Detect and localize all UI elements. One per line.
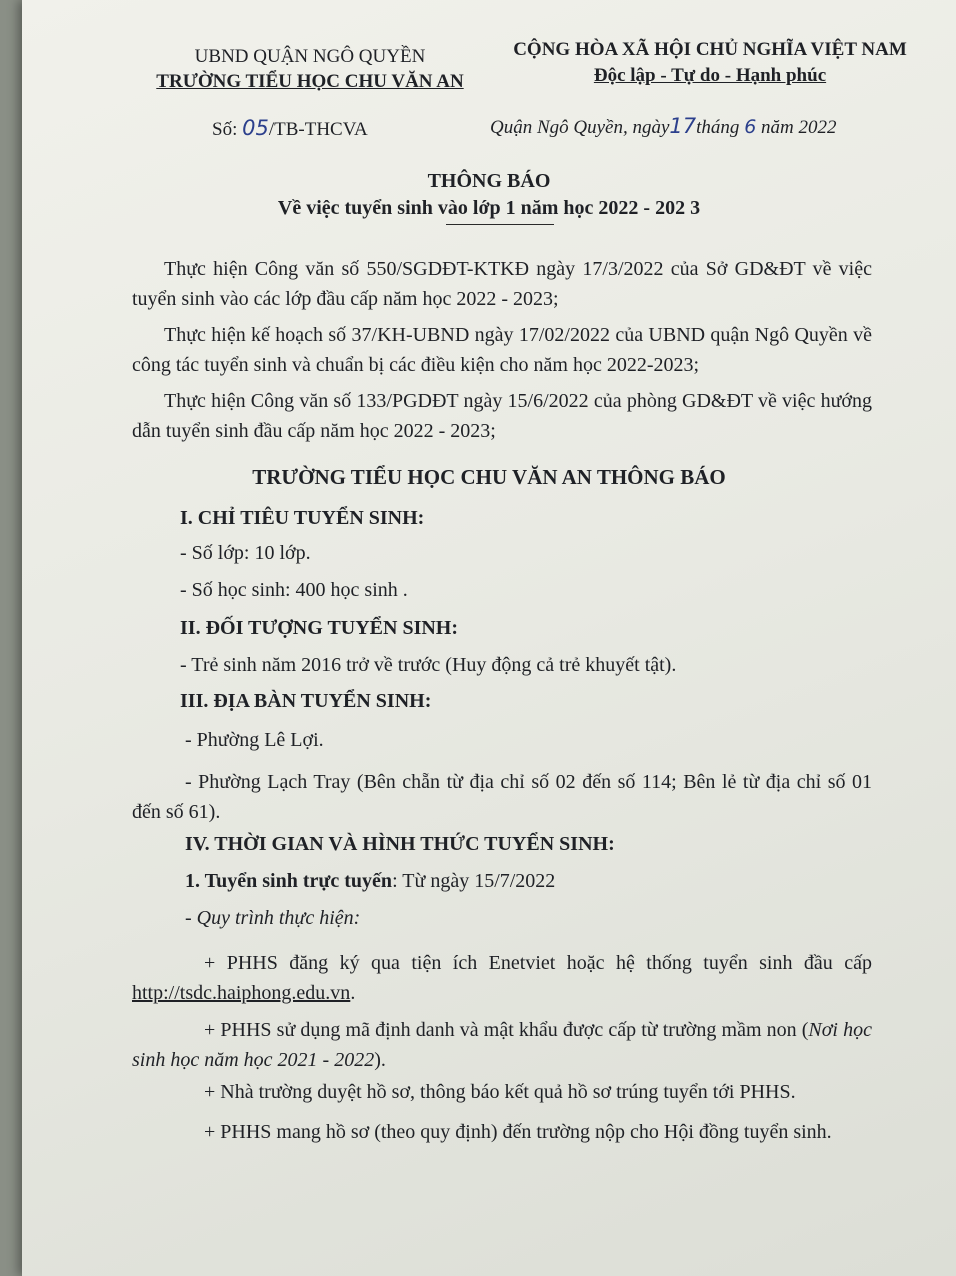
intro-paragraph-3: Thực hiện Công văn số 133/PGDĐT ngày 15/6/2022 của phòng GD&ĐT về việc hướng dẫn tuyển sinh đầu cấp năm học 2022 - 2023; xyxy=(132,390,872,442)
sub-1-text: : Từ ngày 15/7/2022 xyxy=(392,870,556,892)
section-2-item-1: - Trẻ sinh năm 2016 trở về trước (Huy động cả trẻ khuyết tật). xyxy=(180,654,677,676)
number-handwritten: 05 xyxy=(242,116,269,140)
step-2-text: + PHHS sử dụng mã định danh và mật khẩu được cấp từ trường mầm non ( xyxy=(204,1019,809,1041)
document-number xyxy=(212,116,368,141)
section-3-heading: III. ĐỊA BÀN TUYỂN SINH: xyxy=(180,690,432,712)
step-1-text: + PHHS đăng ký qua tiện ích Enetviet hoặc hệ thống tuyển sinh đầu cấp xyxy=(204,952,872,974)
process-step-3: + Nhà trường duyệt hồ sơ, thông báo kết quả hồ sơ trúng tuyển tới PHHS. xyxy=(204,1081,796,1103)
document-title: THÔNG BÁO xyxy=(427,170,551,192)
motto-text: Độc lập - Tự do - Hạnh phúc xyxy=(593,65,827,86)
intro-paragraph-1: Thực hiện Công văn số 550/SGDĐT-KTKĐ ngày 17/3/2022 của Sở GD&ĐT về việc tuyển sinh vào các lớp đầu cấp năm học 2022 - 2023; xyxy=(132,258,872,310)
section-4-sub-1 xyxy=(185,870,555,893)
process-step-1 xyxy=(132,948,872,1008)
nation-title: CỘNG HÒA XÃ HỘI CHỦ NGHĨA VIỆT NAM xyxy=(513,39,907,60)
date-suffix: năm 2022 xyxy=(761,117,837,138)
step-1-end: . xyxy=(350,982,356,1004)
number-suffix: /TB-THCVA xyxy=(268,119,368,140)
intro-paragraph-2: Thực hiện kế hoạch số 37/KH-UBND ngày 17/02/2022 của UBND quận Ngô Quyền về công tác tuyển sinh và chuẩn bị các điều kiện cho năm học 2022-2023; xyxy=(132,324,872,376)
section-1-item-2: - Số học sinh: 400 học sinh . xyxy=(180,579,408,601)
section-4-heading: IV. THỜI GIAN VÀ HÌNH THỨC TUYỂN SINH: xyxy=(185,833,615,855)
process-step-2 xyxy=(132,1015,872,1075)
date-month-handwritten: 6 xyxy=(744,116,757,138)
process-label: - Quy trình thực hiện: xyxy=(185,907,361,929)
date-month-label: tháng xyxy=(696,117,740,138)
number-prefix: Số: xyxy=(212,119,243,140)
motto xyxy=(490,63,930,89)
section-1-item-1: - Số lớp: 10 lớp. xyxy=(180,542,311,564)
step-2-end: ). xyxy=(374,1049,386,1071)
title-underline xyxy=(446,224,554,225)
issuer-authority: UBND QUẬN NGÔ QUYỀN xyxy=(194,46,426,67)
document-subtitle: Về việc tuyển sinh vào lớp 1 năm học 2022 - 202 3 xyxy=(277,197,701,219)
section-1-heading: I. CHỈ TIÊU TUYỂN SINH: xyxy=(180,507,425,529)
date-prefix: Quận Ngô Quyền, ngày xyxy=(490,117,670,138)
announcement-heading: TRƯỜNG TIỂU HỌC CHU VĂN AN THÔNG BÁO xyxy=(252,465,726,489)
tsdc-link[interactable]: http://tsdc.haiphong.edu.vn xyxy=(132,982,351,1004)
section-3-item-1: - Phường Lê Lợi. xyxy=(185,729,324,751)
section-2-heading: II. ĐỐI TƯỢNG TUYỂN SINH: xyxy=(180,617,459,639)
section-3-item-2: - Phường Lạch Tray (Bên chẵn từ địa chỉ số 02 đến số 114; Bên lẻ từ địa chỉ số 01 đến số 61). xyxy=(132,771,872,823)
issuer-school xyxy=(140,69,480,94)
sub-1-label: 1. Tuyển sinh trực tuyến xyxy=(185,870,393,892)
date-day-handwritten: 17 xyxy=(669,114,697,138)
issuer-school-text: TRƯỜNG TIỂU HỌC CHU VĂN AN xyxy=(156,71,464,92)
issue-date xyxy=(490,114,837,139)
step-2-italic: Nơi học sinh học năm học 2021 - 2022 xyxy=(132,1019,872,1071)
process-step-4: + PHHS mang hồ sơ (theo quy định) đến trường nộp cho Hội đồng tuyển sinh. xyxy=(204,1121,832,1143)
document-page xyxy=(22,0,956,1276)
